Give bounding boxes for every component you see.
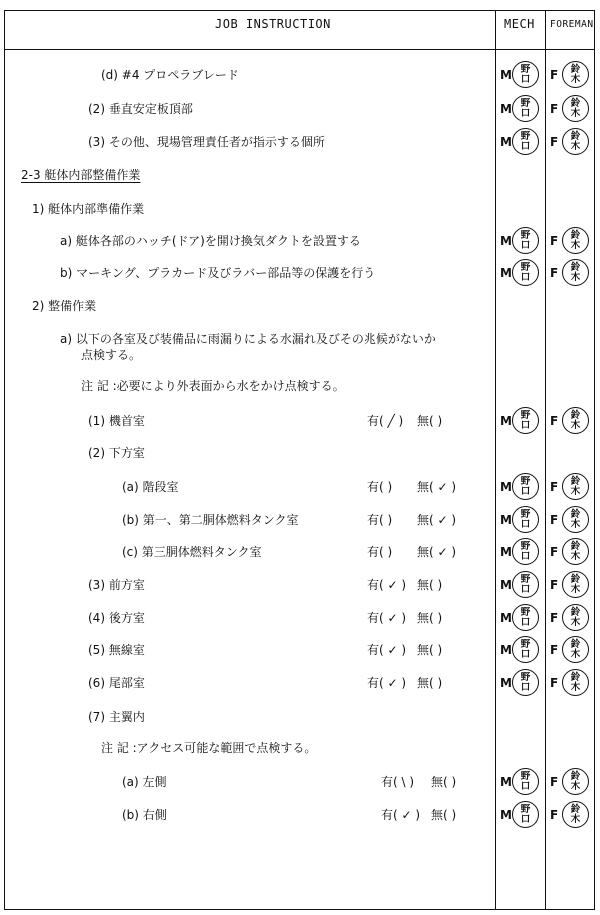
mech-column-divider <box>495 11 496 909</box>
mech-seal-stamp: 野 口 <box>512 128 539 155</box>
check-yes: 有( ) <box>367 545 393 559</box>
foreman-initial: F <box>550 775 559 789</box>
mech-initial: M <box>500 102 512 116</box>
check-no: 無( ) <box>417 578 443 592</box>
line-other-locations: (3) その他、現場管理責任者が指示する個所 <box>88 135 325 149</box>
foreman-column-divider <box>545 11 546 909</box>
header-foreman: FOREMAN <box>550 19 594 30</box>
mech-initial: M <box>500 808 512 822</box>
mech-initial: M <box>500 68 512 82</box>
line-main-wing: (7) 主翼内 <box>88 710 145 724</box>
mech-initial: M <box>500 480 512 494</box>
mech-initial: M <box>500 414 512 428</box>
mech-seal-stamp: 野 口 <box>512 506 539 533</box>
check-yes: 有( ✓ ) <box>367 578 407 592</box>
mech-initial: M <box>500 676 512 690</box>
foreman-initial: F <box>550 643 559 657</box>
check-no: 無( ✓ ) <box>417 545 457 559</box>
line-nose-compartment: (1) 機首室 <box>88 414 145 428</box>
line-open-hatches: a) 艇体各部のハッチ(ドア)を開け換気ダクトを設置する <box>60 234 361 248</box>
line-lower-compartment: (2) 下方室 <box>88 446 145 460</box>
foreman-seal-stamp: 鈴 木 <box>562 473 589 500</box>
check-no: 無( ✓ ) <box>417 480 457 494</box>
foreman-seal-stamp: 鈴 木 <box>562 636 589 663</box>
mech-seal-stamp: 野 口 <box>512 61 539 88</box>
line-propeller-blade: (d) #4 プロペラブレード <box>101 68 239 82</box>
foreman-initial: F <box>550 808 559 822</box>
foreman-initial: F <box>550 578 559 592</box>
section-2-3-heading: 2-3 艇体内部整備作業 <box>21 168 141 182</box>
line-left-side: (a) 左側 <box>122 775 167 789</box>
foreman-seal-stamp: 鈴 木 <box>562 604 589 631</box>
line-protect-parts: b) マーキング、プラカード及びラバー部品等の保護を行う <box>60 266 376 280</box>
foreman-seal-stamp: 鈴 木 <box>562 669 589 696</box>
mech-seal-stamp: 野 口 <box>512 259 539 286</box>
foreman-seal-stamp: 鈴 木 <box>562 61 589 88</box>
line-stair-room: (a) 階段室 <box>122 480 179 494</box>
check-no: 無( ) <box>431 808 457 822</box>
mech-seal-stamp: 野 口 <box>512 538 539 565</box>
mech-seal-stamp: 野 口 <box>512 473 539 500</box>
foreman-initial: F <box>550 545 559 559</box>
foreman-seal-stamp: 鈴 木 <box>562 571 589 598</box>
mech-initial: M <box>500 775 512 789</box>
check-yes: 有( ✓ ) <box>367 611 407 625</box>
mech-initial: M <box>500 513 512 527</box>
line-internal-prep: 1) 艇体内部準備作業 <box>32 202 145 216</box>
check-no: 無( ) <box>417 611 443 625</box>
header-divider <box>5 49 594 50</box>
mech-initial: M <box>500 266 512 280</box>
foreman-initial: F <box>550 68 559 82</box>
mech-seal-stamp: 野 口 <box>512 669 539 696</box>
foreman-initial: F <box>550 414 559 428</box>
line-right-side: (b) 右側 <box>122 808 167 822</box>
foreman-seal-stamp: 鈴 木 <box>562 95 589 122</box>
check-yes: 有( ✓ ) <box>367 643 407 657</box>
check-no: 無( ) <box>431 775 457 789</box>
mech-seal-stamp: 野 口 <box>512 636 539 663</box>
line-aft-compartment: (4) 後方室 <box>88 611 145 625</box>
check-no: 無( ✓ ) <box>417 513 457 527</box>
foreman-initial: F <box>550 234 559 248</box>
mech-initial: M <box>500 545 512 559</box>
mech-seal-stamp: 野 口 <box>512 768 539 795</box>
foreman-seal-stamp: 鈴 木 <box>562 259 589 286</box>
mech-initial: M <box>500 234 512 248</box>
check-no: 無( ) <box>417 676 443 690</box>
foreman-seal-stamp: 鈴 木 <box>562 801 589 828</box>
check-yes: 有( ) <box>367 513 393 527</box>
job-instruction-sheet <box>4 10 595 910</box>
header-mech: MECH <box>504 17 535 31</box>
foreman-seal-stamp: 鈴 木 <box>562 407 589 434</box>
foreman-initial: F <box>550 676 559 690</box>
foreman-initial: F <box>550 513 559 527</box>
foreman-seal-stamp: 鈴 木 <box>562 227 589 254</box>
header-title: JOB INSTRUCTION <box>215 17 331 31</box>
line-forward-compartment: (3) 前方室 <box>88 578 145 592</box>
foreman-seal-stamp: 鈴 木 <box>562 128 589 155</box>
mech-seal-stamp: 野 口 <box>512 571 539 598</box>
check-no: 無( ) <box>417 643 443 657</box>
check-yes: 有( \ ) <box>381 775 415 789</box>
foreman-initial: F <box>550 135 559 149</box>
line-tail-compartment: (6) 尾部室 <box>88 676 145 690</box>
note-water-test: 注 記 :必要により外表面から水をかけ点検する。 <box>81 379 345 393</box>
line-inspect-leaks: a) 以下の各室及び装備品に雨漏りによる水漏れ及びその兆候がないか <box>60 332 436 346</box>
mech-seal-stamp: 野 口 <box>512 801 539 828</box>
mech-initial: M <box>500 611 512 625</box>
mech-seal-stamp: 野 口 <box>512 227 539 254</box>
line-inspect-leaks-cont: 点検する。 <box>81 348 142 362</box>
mech-seal-stamp: 野 口 <box>512 604 539 631</box>
line-maintenance-work: 2) 整備作業 <box>32 299 97 313</box>
foreman-initial: F <box>550 266 559 280</box>
line-fuel-tank-3: (c) 第三胴体燃料タンク室 <box>122 545 262 559</box>
check-yes: 有( ╱ ) <box>367 414 404 428</box>
foreman-seal-stamp: 鈴 木 <box>562 506 589 533</box>
foreman-initial: F <box>550 611 559 625</box>
mech-seal-stamp: 野 口 <box>512 407 539 434</box>
check-no: 無( ) <box>417 414 443 428</box>
check-yes: 有( ✓ ) <box>367 676 407 690</box>
check-yes: 有( ) <box>367 480 393 494</box>
mech-initial: M <box>500 578 512 592</box>
foreman-initial: F <box>550 102 559 116</box>
line-vertical-stabilizer: (2) 垂直安定板頂部 <box>88 102 193 116</box>
check-yes: 有( ✓ ) <box>381 808 421 822</box>
mech-initial: M <box>500 643 512 657</box>
mech-initial: M <box>500 135 512 149</box>
foreman-seal-stamp: 鈴 木 <box>562 538 589 565</box>
foreman-seal-stamp: 鈴 木 <box>562 768 589 795</box>
note-accessible-range: 注 記 :アクセス可能な範囲で点検する。 <box>101 741 317 755</box>
mech-seal-stamp: 野 口 <box>512 95 539 122</box>
line-radio-room: (5) 無線室 <box>88 643 145 657</box>
line-fuel-tank-1-2: (b) 第一、第二胴体燃料タンク室 <box>122 513 299 527</box>
foreman-initial: F <box>550 480 559 494</box>
